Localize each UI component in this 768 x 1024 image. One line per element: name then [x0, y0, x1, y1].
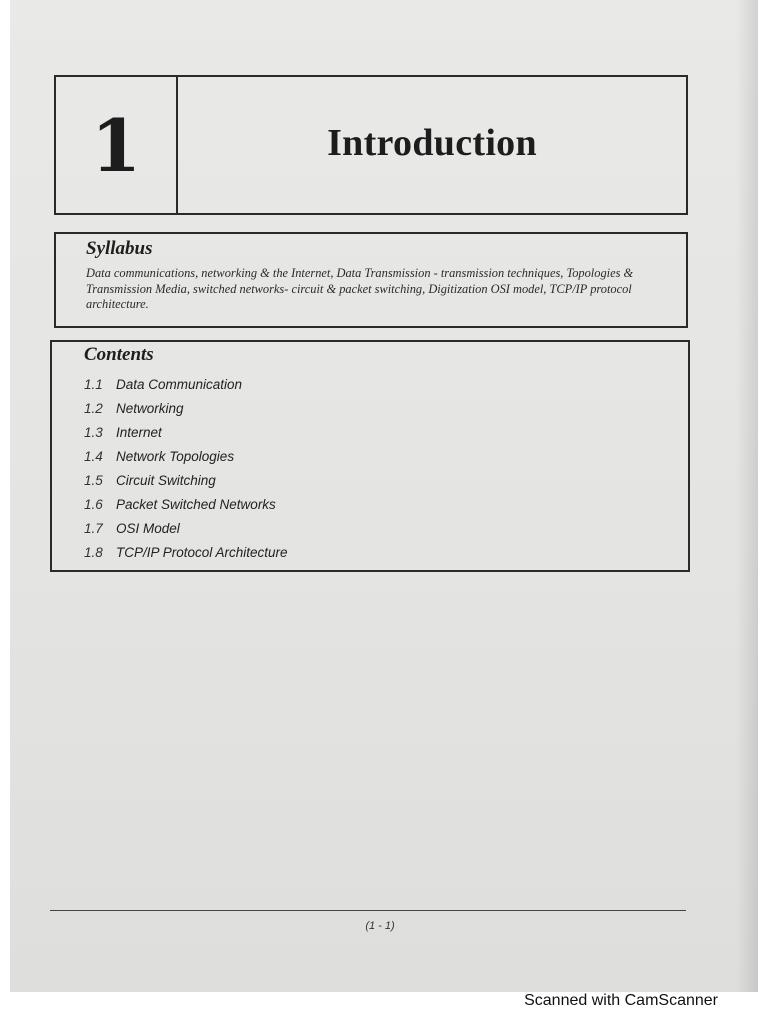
contents-item-label: Network Topologies	[116, 448, 235, 464]
contents-heading: Contents	[84, 344, 154, 365]
syllabus-text: Data communications, networking & the Internet, Data Transmission - transmission techniques, Topologies & Transmission Media, switched networks- circuit & packet switching, Digitization OSI model, TCP/IP protocol architecture.	[86, 266, 634, 311]
contents-item	[84, 420, 678, 444]
scanned-page	[10, 0, 758, 992]
contents-item-label: TCP/IP Protocol Architecture	[116, 544, 288, 560]
contents-item-label: OSI Model	[116, 520, 180, 536]
syllabus-heading: Syllabus	[86, 238, 153, 259]
contents-item-number: 1.5	[84, 472, 103, 488]
chapter-title-cell	[178, 77, 686, 213]
contents-item-number: 1.2	[84, 400, 103, 416]
contents-box	[50, 340, 690, 572]
contents-item	[84, 372, 678, 396]
contents-item-number: 1.6	[84, 496, 103, 512]
chapter-number-cell	[56, 77, 178, 213]
contents-list	[84, 372, 678, 564]
contents-item	[84, 396, 678, 420]
contents-item-number: 1.7	[84, 520, 103, 536]
chapter-title: Introduction	[327, 122, 537, 164]
contents-item	[84, 540, 678, 564]
contents-item	[84, 444, 678, 468]
contents-item	[84, 468, 678, 492]
contents-item-label: Circuit Switching	[116, 472, 216, 488]
camscanner-watermark: Scanned with CamScanner	[524, 992, 718, 1009]
contents-item-number: 1.3	[84, 424, 103, 440]
syllabus-box	[54, 232, 688, 328]
footer-rule	[50, 910, 686, 911]
contents-item-number: 1.4	[84, 448, 103, 464]
contents-item-label: Networking	[116, 400, 184, 416]
contents-item-label: Packet Switched Networks	[116, 496, 276, 512]
page-edge-shadow	[736, 0, 758, 992]
contents-item-number: 1.8	[84, 544, 103, 560]
contents-item	[84, 492, 678, 516]
chapter-number: 1	[90, 102, 142, 188]
contents-item	[84, 516, 678, 540]
page-number: (1 - 1)	[365, 920, 395, 932]
contents-item-label: Internet	[116, 424, 162, 440]
chapter-header-box	[54, 75, 688, 215]
contents-item-label: Data Communication	[116, 376, 243, 392]
contents-item-number: 1.1	[84, 376, 103, 392]
